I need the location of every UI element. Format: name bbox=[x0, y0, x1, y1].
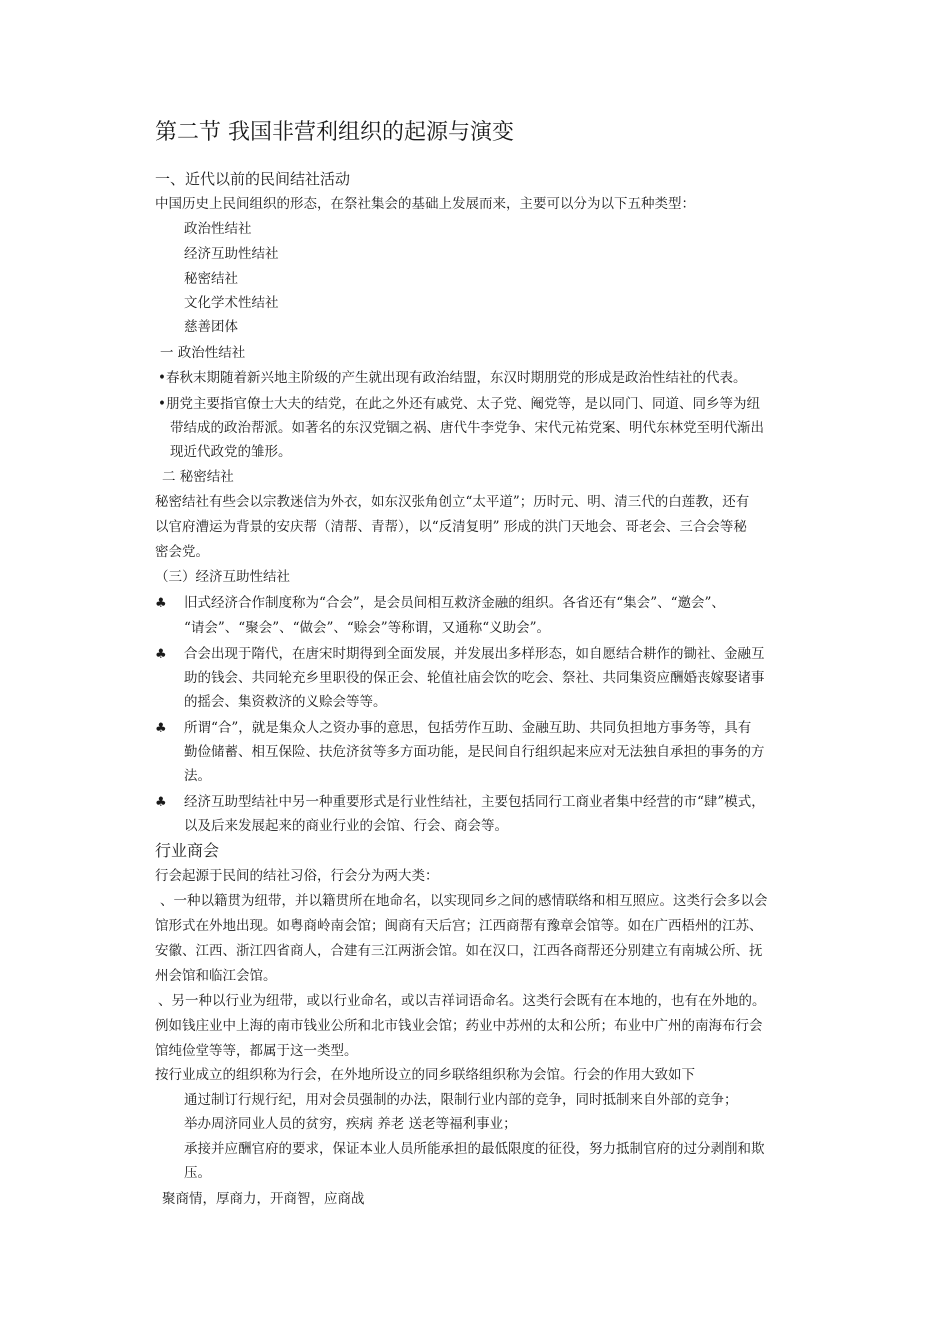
club-bullet-icon: ♣ bbox=[155, 647, 167, 662]
paragraph-line: •朋党主要指官僚士大夫的结党，在此之外还有戚党、太子党、阉党等，是以同门、同道、同乡等为纽 bbox=[158, 396, 760, 412]
paragraph-line: 秘密结社有些会以宗教迷信为外衣，如东汉张角创立“太平道”；历时元、明、清三代的白莲教，还有 bbox=[155, 494, 750, 510]
function-item: 承接并应酬官府的要求，保证本业人员所能承担的最低限度的征役，努力抵制官府的过分剥削和欺 bbox=[184, 1141, 765, 1157]
function-item: 通过制订行规行纪，用对会员强制的办法，限制行业内部的竞争，同时抵制来自外部的竞争； bbox=[184, 1092, 738, 1108]
paragraph-line: 安徽、江西、浙江四省商人，合建有三江两浙会馆。如在汉口，江西各商帮还分别建立有南城公所、抚 bbox=[155, 943, 763, 959]
club-bullet-icon: ♣ bbox=[155, 721, 167, 736]
paragraph-line: 、另一种以行业为纽带，或以行业命名，或以吉祥词语命名。这类行会既有在本地的，也有在外地的。 bbox=[158, 993, 766, 1009]
function-item: 压。 bbox=[184, 1165, 211, 1181]
club-bullet-icon: ♣ bbox=[155, 596, 167, 611]
paragraph-line: 以官府漕运为背景的安庆帮（清帮、青帮），以“反清复明” 形成的洪门天地会、哥老会、三合会等秘 bbox=[155, 519, 747, 535]
paragraph-line: 密会党。 bbox=[155, 544, 209, 560]
type-item: 经济互助性结社 bbox=[184, 246, 279, 262]
type-item: 秘密结社 bbox=[184, 271, 238, 287]
club-bullet-icon: ♣ bbox=[155, 795, 167, 810]
paragraph-line: 馆形式在外地出现。如粤商岭南会馆；闽商有天后宫；江西商帮有豫章会馆等。如在广西梧州的江苏、 bbox=[155, 918, 763, 934]
section-heading-2: 一 政治性结社 bbox=[160, 345, 246, 361]
paragraph-line: 行会起源于民间的结社习俗，行会分为两大类： bbox=[155, 868, 439, 884]
list-item-line: 法。 bbox=[184, 768, 211, 784]
list-item-line: 合会出现于隋代，在唐宋时期得到全面发展，并发展出多样形态，如自愿结合耕作的锄社、金融互 bbox=[184, 646, 765, 662]
list-item-line: “请会”、“聚会”、“做会”、“赊会”等称谓，又通称“义助会”。 bbox=[184, 620, 551, 636]
section-heading-5: 行业商会 bbox=[155, 841, 220, 860]
section-heading-1: 一、近代以前的民间结社活动 bbox=[155, 170, 351, 188]
type-item: 慈善团体 bbox=[184, 319, 238, 335]
page-title: 第二节 我国非营利组织的起源与演变 bbox=[155, 120, 514, 145]
list-item-line: 以及后来发展起来的商业行业的会馆、行会、商会等。 bbox=[184, 818, 508, 834]
paragraph-line: 例如钱庄业中上海的南市钱业公所和北市钱业会馆；药业中苏州的太和公所；布业中广州的南海布行会 bbox=[155, 1018, 763, 1034]
section-heading-3: 二 秘密结社 bbox=[162, 469, 234, 485]
function-item: 举办周济同业人员的贫穷，疾病 养老 送老等福利事业； bbox=[184, 1116, 517, 1132]
paragraph-line: 带结成的政治帮派。如著名的东汉党锢之祸、唐代牛李党争、宋代元祐党案、明代东林党至明代渐出 bbox=[170, 420, 764, 436]
list-item-line: 勤俭储蓄、相互保险、扶危济贫等多方面功能，是民间自行组织起来应对无法独自承担的事务的方 bbox=[184, 744, 765, 760]
list-item-line: 的摇会、集资救济的义赊会等等。 bbox=[184, 694, 387, 710]
paragraph-line: 州会馆和临江会馆。 bbox=[155, 968, 277, 984]
section-1-intro: 中国历史上民间组织的形态，在祭社集会的基础上发展而来，主要可以分为以下五种类型： bbox=[155, 196, 695, 212]
list-item-line: 旧式经济合作制度称为“合会”，是会员间相互救济金融的组织。各省还有“集会”、“邀会”、 bbox=[184, 595, 725, 611]
type-item: 文化学术性结社 bbox=[184, 295, 279, 311]
type-item: 政治性结社 bbox=[184, 221, 252, 237]
list-item-line: 所谓“合”，就是集众人之资办事的意思，包括劳作互助、金融互助、共同负担地方事务等，具有 bbox=[184, 720, 752, 736]
paragraph-line: 馆纯俭堂等等，都属于这一类型。 bbox=[155, 1043, 358, 1059]
list-item-line: 经济互助型结社中另一种重要形式是行业性结社，主要包括同行工商业者集中经营的市“肆”模式， bbox=[184, 794, 765, 810]
paragraph-line: 现近代政党的雏形。 bbox=[170, 444, 292, 460]
list-item-line: 助的钱会、共同轮充乡里职役的保正会、轮值社庙会饮的吃会、祭社、共同集资应酬婚丧嫁娶诸事 bbox=[184, 670, 765, 686]
paragraph-line: 、一种以籍贯为纽带，并以籍贯所在地命名，以实现同乡之间的感情联络和相互照应。这类行会多以会 bbox=[160, 893, 768, 909]
section-heading-4: （三）经济互助性结社 bbox=[155, 569, 290, 585]
closing-line: 聚商情，厚商力，开商智，应商战 bbox=[162, 1191, 365, 1207]
paragraph-line: •春秋末期随着新兴地主阶级的产生就出现有政治结盟，东汉时期朋党的形成是政治性结社的代表。 bbox=[158, 370, 747, 386]
paragraph-line: 按行业成立的组织称为行会，在外地所设立的同乡联络组织称为会馆。行会的作用大致如下 bbox=[155, 1067, 695, 1083]
